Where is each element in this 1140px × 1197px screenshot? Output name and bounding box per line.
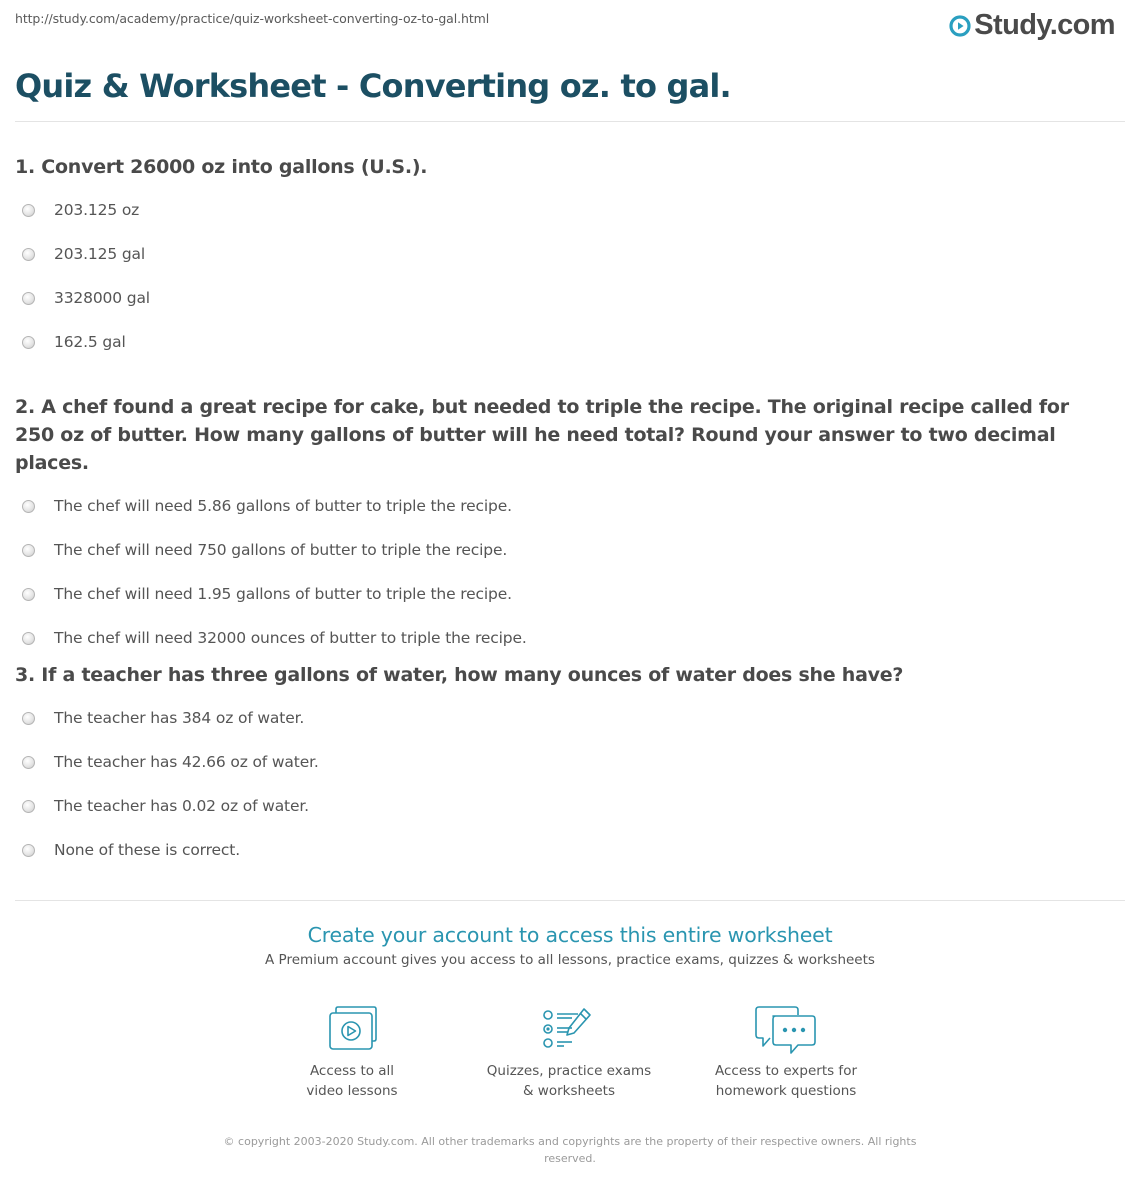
answer-option[interactable] [15,784,1110,828]
question-text: 3. If a teacher has three gallons of water, how many ounces of water does she have? [15,664,904,686]
answer-options [15,188,1110,364]
radio-button[interactable] [22,844,35,857]
option-label: 162.5 gal [54,333,126,351]
option-label: The teacher has 42.66 oz of water. [54,753,319,771]
answer-option[interactable] [15,484,1110,528]
radio-button[interactable] [22,588,35,601]
feature-label: Access to experts for homework questions [714,1063,857,1099]
answer-option[interactable] [15,232,1110,276]
answer-options [15,484,1110,660]
radio-button[interactable] [22,500,35,513]
feature-quizzes [469,1003,669,1101]
cta-title[interactable]: Create your account to access this entire worksheet [307,923,833,947]
chat-bubbles-icon [751,1003,821,1055]
feature-video-lessons [252,1003,452,1101]
option-label: The chef will need 750 gallons of butter to triple the recipe. [54,541,508,559]
play-circle-icon [949,15,971,37]
answer-option[interactable] [15,740,1110,784]
answer-option[interactable] [15,276,1110,320]
answer-option[interactable] [15,528,1110,572]
radio-button[interactable] [22,632,35,645]
feature-experts [686,1003,886,1101]
option-label: The chef will need 32000 ounces of butter to triple the recipe. [54,629,527,647]
top-bar [15,10,1125,42]
answer-option[interactable] [15,616,1110,660]
feature-label: Quizzes, practice exams & worksheets [486,1063,652,1099]
cta-divider [15,900,1125,901]
radio-button[interactable] [22,292,35,305]
quiz-checklist-icon [534,1003,604,1055]
radio-button[interactable] [22,756,35,769]
premium-features [0,1003,1140,1113]
video-lessons-icon [317,1003,387,1055]
radio-button[interactable] [22,800,35,813]
page-url: http://study.com/academy/practice/quiz-worksheet-converting-oz-to-gal.html [15,11,490,26]
answer-option[interactable] [15,188,1110,232]
radio-button[interactable] [22,712,35,725]
option-label: The teacher has 384 oz of water. [54,709,305,727]
question-text: 1. Convert 26000 oz into gallons (U.S.). [15,156,428,178]
page-title: Quiz & Worksheet - Converting oz. to gal. [15,67,731,105]
question-3 [15,661,1110,872]
answer-option[interactable] [15,696,1110,740]
answer-option[interactable] [15,828,1110,872]
logo-text: Study.com [974,9,1115,41]
option-label: 203.125 oz [54,201,140,219]
option-label: 3328000 gal [54,289,150,307]
option-label: The chef will need 1.95 gallons of butter to triple the recipe. [54,585,512,603]
feature-label: Access to all video lessons [306,1063,398,1099]
question-text: 2. A chef found a great recipe for cake, but needed to triple the recipe. The original recipe called for 250 oz of butter. How many gallons of butter will he need total? Round your answer to two decimal places. [15,396,1069,474]
answer-option[interactable] [15,320,1110,364]
study-com-logo[interactable] [949,9,1115,42]
answer-options [15,696,1110,872]
copyright-footer: © copyright 2003-2020 Study.com. All other trademarks and copyrights are the property of their respective owners. All rights reserved. [223,1135,917,1165]
signup-cta [0,923,1140,968]
option-label: The chef will need 5.86 gallons of butter to triple the recipe. [54,497,512,515]
radio-button[interactable] [22,336,35,349]
radio-button[interactable] [22,544,35,557]
cta-subtitle: A Premium account gives you access to all lessons, practice exams, quizzes & worksheets [265,952,875,968]
option-label: The teacher has 0.02 oz of water. [54,797,309,815]
option-label: None of these is correct. [54,841,240,859]
option-label: 203.125 gal [54,245,146,263]
radio-button[interactable] [22,204,35,217]
question-2 [15,393,1110,660]
radio-button[interactable] [22,248,35,261]
answer-option[interactable] [15,572,1110,616]
question-1 [15,153,1110,364]
title-divider [15,121,1125,122]
